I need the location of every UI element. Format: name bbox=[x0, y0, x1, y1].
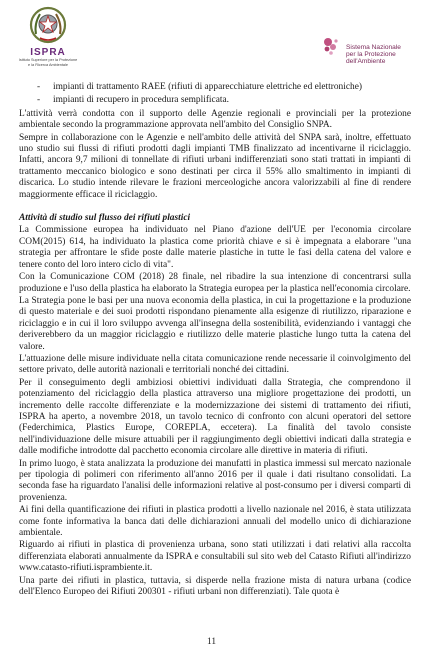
paragraph: Sempre in collaborazione con le Agenzie e nell'ambito delle attività del SNPA sarà, inoltre, effettuato uno studio sui flussi di rifiuti prodotti dagli impianti TMB finalizzato ad incentivarne il riciclaggio. Infatti, ancora 9,7 milioni di tonnellate di rifiuti urbani indifferenziati sono stati trattati in impianti di trattamento meccanico biologico e sono destinati per circa il 55% allo smaltimento in impianti di discarica. Lo studio intende rilevare le frazioni merceologiche ancora valorizzabili al fine di rendere maggiormente efficace il riciclaggio. bbox=[19, 132, 411, 200]
italian-republic-emblem-icon bbox=[28, 4, 68, 46]
paragraph: Una parte dei rifiuti in plastica, tuttavia, si disperde nella frazione mista di natura urbana (codice dell'Elenco Europeo dei Rifiuti 200301 - rifiuti urbani non differenziati). Tale quota è bbox=[19, 575, 411, 598]
paragraph: La Strategia pone le basi per una nuova economia della plastica, in cui la progettazione e la produzione di questo materiale e dei suoi prodotti rispondano pienamente alla esigenze di riutilizzo, riparazione e riciclaggio e in cui il loro sviluppo avvenga all'insegna della sostenibilità, evidenziando i vantaggi che deriverebbero da un maggior riciclaggio e riutilizzo delle materie plastiche lungo tutta la catena del valore. bbox=[19, 295, 411, 352]
ispra-logo bbox=[8, 4, 88, 68]
section-title: Attività di studio sul flusso dei rifiuti plastici bbox=[19, 213, 191, 224]
paragraph: Per il conseguimento degli ambiziosi obiettivi individuati dalla Strategia, che comprendono il potenziamento del riciclaggio della plastica attraverso una migliore progettazione dei prodotti, un incremento delle raccolte differenziate e la modernizzazione dei sistemi di trattamento dei rifiuti, ISPRA ha aperto, a novembre 2018, un tavolo tecnico di confronto con alcuni operatori del settore (Federchimica, Plastics Europe, COREPLA, eccetera). La finalità del tavolo consiste nell'individuazione delle misure attuabili per il raggiungimento degli obiettivi indicati dalla strategia e dalle modifiche introdotte dal pacchetto economia circolare alle direttive in materia di rifiuti. bbox=[19, 377, 411, 457]
page-header bbox=[0, 0, 423, 74]
paragraph: L'attuazione delle misure individuate nella citata comunicazione rende necessarie il coinvolgimento del settore privato, delle autorità nazionali e territoriali nonché dei cittadini. bbox=[19, 353, 411, 376]
bullet-list bbox=[19, 82, 411, 107]
snpa-mark-icon bbox=[318, 34, 344, 60]
page-number: 11 bbox=[206, 637, 217, 647]
snpa-wordmark bbox=[346, 44, 401, 65]
paragraph: La Commissione europea ha individuato nel Piano d'azione dell'UE per l'economia circolare COM(2015) 614, ha individuato la plastica come priorità chiave e si è impegnata a elaborare "una strategia per affrontare le sfide poste dalle materie plastiche in tutte le fasi della catena del valore e tenere conto del loro intero ciclo di vita". bbox=[19, 225, 411, 270]
paragraph: Riguardo ai rifiuti in plastica di provenienza urbana, sono stati utilizzati i dati relativi alla raccolta differenziata elaborati annualmente da ISPRA e consultabili sul sito web del Catasto Rifiuti all'indirizzo www.catasto-rifiuti.isprambiente.it. bbox=[19, 540, 411, 574]
list-item: - impianti di recupero in procedura semplificata. bbox=[37, 95, 411, 106]
paragraph: Ai fini della quantificazione dei rifiuti in plastica prodotti a livello nazionale nel 2016, è stata utilizzata come fonte informativa la banca dati delle dichiarazioni annuali del modello unico di dichiarazione ambientale. bbox=[19, 505, 411, 539]
ispra-subtitle-line-2: e la Ricerca Ambientale bbox=[28, 63, 68, 67]
snpa-line-2: per la Protezione bbox=[346, 51, 396, 58]
list-item: - impianti di trattamento RAEE (rifiuti di apparecchiature elettriche ed elettroniche) bbox=[37, 82, 411, 93]
snpa-line-1: Sistema Nazionale bbox=[346, 44, 401, 51]
ispra-wordmark: ISPRA bbox=[30, 47, 66, 58]
page-body bbox=[19, 82, 411, 598]
snpa-line-3: dell'Ambiente bbox=[346, 58, 386, 65]
paragraph: L'attività verrà condotta con il supporto delle Agenzie regionali e provinciali per la protezione ambientale secondo la programmazione approvata nell'ambito del Consiglio SNPA. bbox=[19, 108, 411, 131]
ispra-subtitle-line-1: Istituto Superiore per la Protezione bbox=[18, 58, 78, 62]
paragraph: Con la Comunicazione COM (2018) 28 finale, nel ribadire la sua intenzione di concentrarsi sulla produzione e l'uso della plastica ha elaborato la Strategia europea per la plastica nell'economia circolare. bbox=[19, 272, 411, 294]
paragraph: In primo luogo, è stata analizzata la produzione dei manufatti in plastica immessi sul mercato nazionale per tipologia di polimeri con riferimento all'anno 2016 per il quale i dati risultano consolidati. La seconda fase ha riguardato l'analisi delle informazioni relative al post-consumo per i diversi comparti di provenienza. bbox=[19, 458, 411, 503]
